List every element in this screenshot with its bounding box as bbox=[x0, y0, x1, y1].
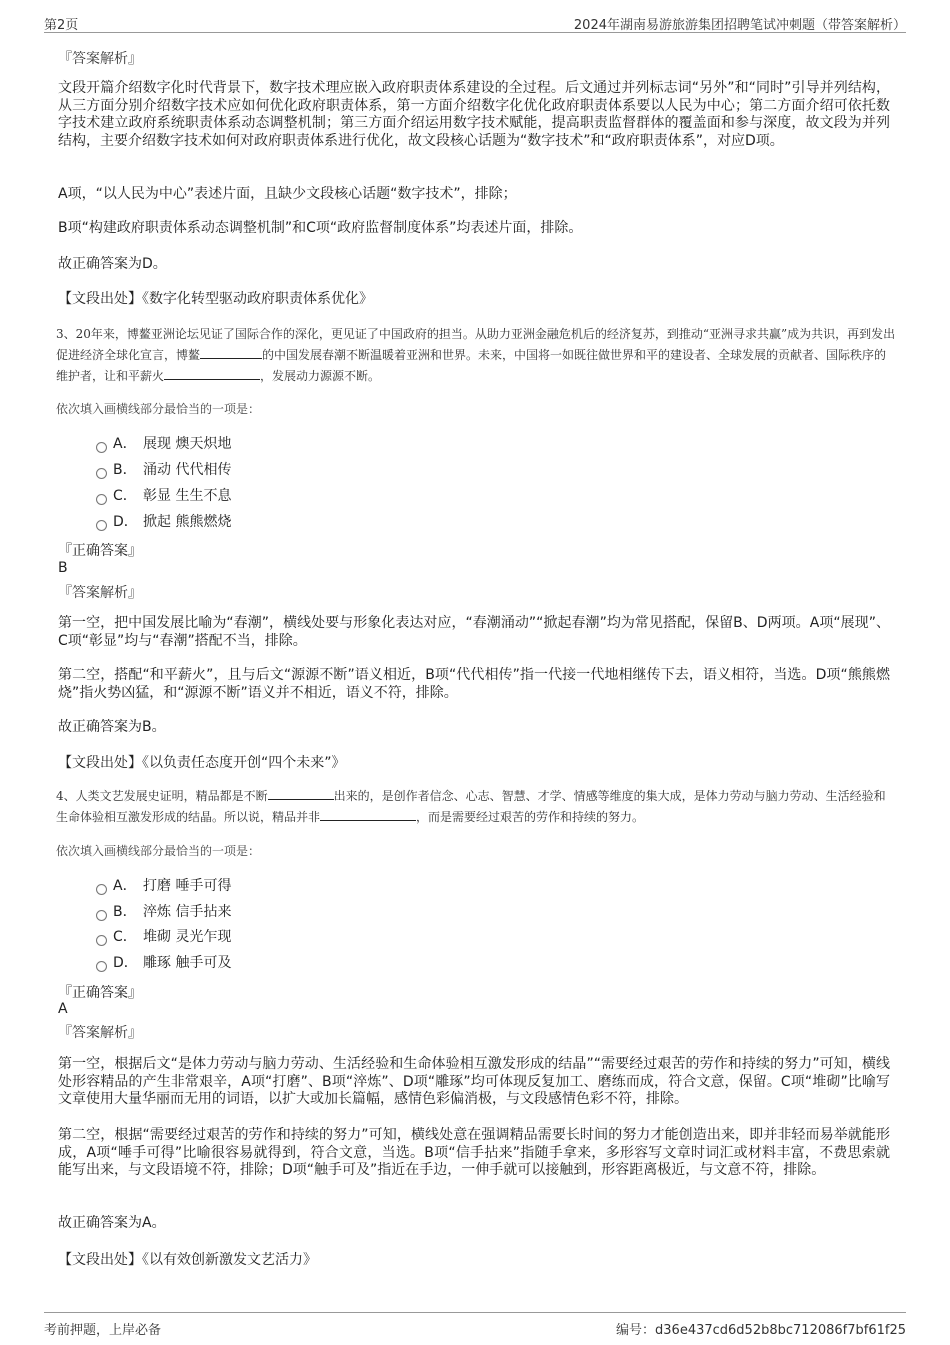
q3-stem-part1: 3、20年来，博鳌亚洲论坛见证了国际合作的深化，更见证了中国政府的担当。从助力亚洲金融危机后的经济复苏，到推动“亚洲寻求共赢”成为共识，再到发出促进经济全球化宣言，博鳌 bbox=[56, 327, 896, 362]
radio-icon[interactable] bbox=[96, 468, 107, 479]
q3-option-c[interactable]: C． 彰显 生生不息 bbox=[96, 486, 231, 506]
q4-stem bbox=[56, 786, 896, 828]
q2-analysis-title: 『答案解析』 bbox=[58, 51, 142, 67]
q2-analysis-para-1: 文段开篇介绍数字化时代背景下，数字技术理应嵌入政府职责体系建设的全过程。后文通过并列标志词“另外”和“同时”引导并列结构，从三方面分别介绍数字技术应如何优化政府职责体系，第一方面介绍数字化优化政府职责体系要以人民为中心；第二方面介绍可依托数字技术建立政府系统职责体系动态调整机制；第三方面介绍运用数字技术赋能，提高职责监督群体的覆盖面和参与深度，故文段为并列结构，主要介绍数字技术如何对政府职责体系进行优化，故文段核心话题为“数字技术”和“政府职责体系”，对应D项。 bbox=[58, 80, 890, 149]
q4-analysis-para-3: 故正确答案为A。 bbox=[58, 1215, 166, 1231]
q3-blank-1 bbox=[200, 346, 262, 359]
q2-analysis-para-2: A项，“以人民为中心”表述片面，且缺少文段核心话题“数字技术”，排除； bbox=[58, 186, 517, 202]
q3-option-b[interactable]: B． 涌动 代代相传 bbox=[96, 460, 231, 480]
q2-analysis-para-3: B项“构建政府职责体系动态调整机制”和C项“政府监督制度体系”均表述片面，排除。 bbox=[58, 220, 583, 236]
page-footer bbox=[44, 1312, 906, 1338]
radio-icon[interactable] bbox=[96, 494, 107, 505]
radio-icon[interactable] bbox=[96, 935, 107, 946]
q3-analysis-para-2: 第二空，搭配“和平薪火”，且与后文“源源不断”语义相近，B项“代代相传”指一代接一代地相继传下去，语义相符，当选。D项“熊熊燃烧”指火势凶猛，和“源源不断”语义并不相近，语义不符，排除。 bbox=[58, 667, 890, 701]
q3-stem-part2: 的中国发展春潮不断温暖着亚洲和世界。未来，中国将一如既往做世界和平的建设者、全球发展的贡献者、国际秩序的维护者，让和平薪火 bbox=[56, 348, 887, 383]
q4-prompt: 依次填入画横线部分最恰当的一项是： bbox=[56, 844, 261, 858]
document-code: 编号：d36e437cd6d52b8bc712086f7bf61f25 bbox=[616, 1323, 906, 1338]
q4-option-a[interactable]: A． 打磨 唾手可得 bbox=[96, 876, 231, 896]
q4-answer-title: 『正确答案』 bbox=[58, 985, 142, 1001]
q3-analysis-title: 『答案解析』 bbox=[58, 585, 142, 601]
q4-stem-part2: 出来的，是创作者信念、心志、智慧、才学、情感等维度的集大成，是体力劳动与脑力劳动、生活经验和生命体验相互激发形成的结晶。所以说，精品并非 bbox=[56, 789, 886, 824]
q2-source: 【文段出处】《数字化转型驱动政府职责体系优化》 bbox=[58, 291, 373, 307]
radio-icon[interactable] bbox=[96, 961, 107, 972]
q4-stem-part3: ，而是需要经过艰苦的劳作和持续的努力。 bbox=[416, 810, 645, 824]
radio-icon[interactable] bbox=[96, 520, 107, 531]
q4-answer: A bbox=[58, 1001, 68, 1017]
q4-option-d[interactable]: D． 雕琢 触手可及 bbox=[96, 953, 231, 973]
q4-option-b[interactable]: B． 淬炼 信手拈来 bbox=[96, 902, 231, 922]
q3-stem bbox=[56, 324, 896, 387]
q4-blank-2 bbox=[320, 808, 416, 821]
q4-stem-part1: 4、人类文艺发展史证明，精品都是不断 bbox=[56, 789, 268, 803]
q4-source: 【文段出处】《以有效创新激发文艺活力》 bbox=[58, 1252, 317, 1268]
q3-source: 【文段出处】《以负责任态度开创“四个未来”》 bbox=[58, 755, 346, 771]
q3-stem-part3: ，发展动力源源不断。 bbox=[260, 369, 381, 383]
q3-option-d[interactable]: D． 掀起 熊熊燃烧 bbox=[96, 512, 231, 532]
q4-option-c[interactable]: C． 堆砌 灵光乍现 bbox=[96, 927, 231, 947]
document-title: 2024年湖南易游旅游集团招聘笔试冲刺题（带答案解析） bbox=[573, 18, 906, 33]
q3-option-a[interactable]: A． 展现 燠天炽地 bbox=[96, 434, 231, 454]
radio-icon[interactable] bbox=[96, 442, 107, 453]
page-number: 第2页 bbox=[44, 18, 79, 33]
radio-icon[interactable] bbox=[96, 910, 107, 921]
q3-answer-title: 『正确答案』 bbox=[58, 543, 142, 559]
q3-analysis-para-3: 故正确答案为B。 bbox=[58, 719, 166, 735]
q4-blank-1 bbox=[268, 787, 334, 800]
radio-icon[interactable] bbox=[96, 884, 107, 895]
footer-slogan: 考前押题，上岸必备 bbox=[44, 1323, 162, 1338]
q3-answer: B bbox=[58, 560, 68, 576]
q2-analysis-para-4: 故正确答案为D。 bbox=[58, 256, 167, 272]
q3-blank-2 bbox=[164, 367, 260, 380]
q4-analysis-para-1: 第一空，根据后文“是体力劳动与脑力劳动、生活经验和生命体验相互激发形成的结晶”“需要经过艰苦的劳作和持续的努力”可知，横线处形容精品的产生非常艰辛，A项“打磨”、B项“淬炼”、D项“雕琢”均可体现反复加工、磨练而成，符合文意，保留。C项“堆砌”比喻写文章使用大量华丽而无用的词语，以扩大或加长篇幅，感情色彩偏消极，与文段感情色彩不符，排除。 bbox=[58, 1056, 890, 1107]
page-header bbox=[44, 10, 906, 33]
q3-prompt: 依次填入画横线部分最恰当的一项是： bbox=[56, 402, 261, 416]
q3-analysis-para-1: 第一空，把中国发展比喻为“春潮”，横线处要与形象化表达对应，“春潮涌动”“掀起春潮”均为常见搭配，保留B、D两项。A项“展现”、C项“彰显”均与“春潮”搭配不当，排除。 bbox=[58, 615, 890, 649]
q4-analysis-para-2: 第二空，根据“需要经过艰苦的劳作和持续的努力”可知，横线处意在强调精品需要长时间的努力才能创造出来，即并非轻而易举就能形成，A项“唾手可得”比喻很容易就得到，符合文意，当选。B项“信手拈来”指随手拿来，多形容写文章时词汇或材料丰富，不费思索就能写出来，与文段语境不符，排除；D项“触手可及”指近在手边，一伸手就可以接触到，形容距离极近，与文意不符，排除。 bbox=[58, 1127, 890, 1178]
q4-analysis-title: 『答案解析』 bbox=[58, 1025, 142, 1041]
